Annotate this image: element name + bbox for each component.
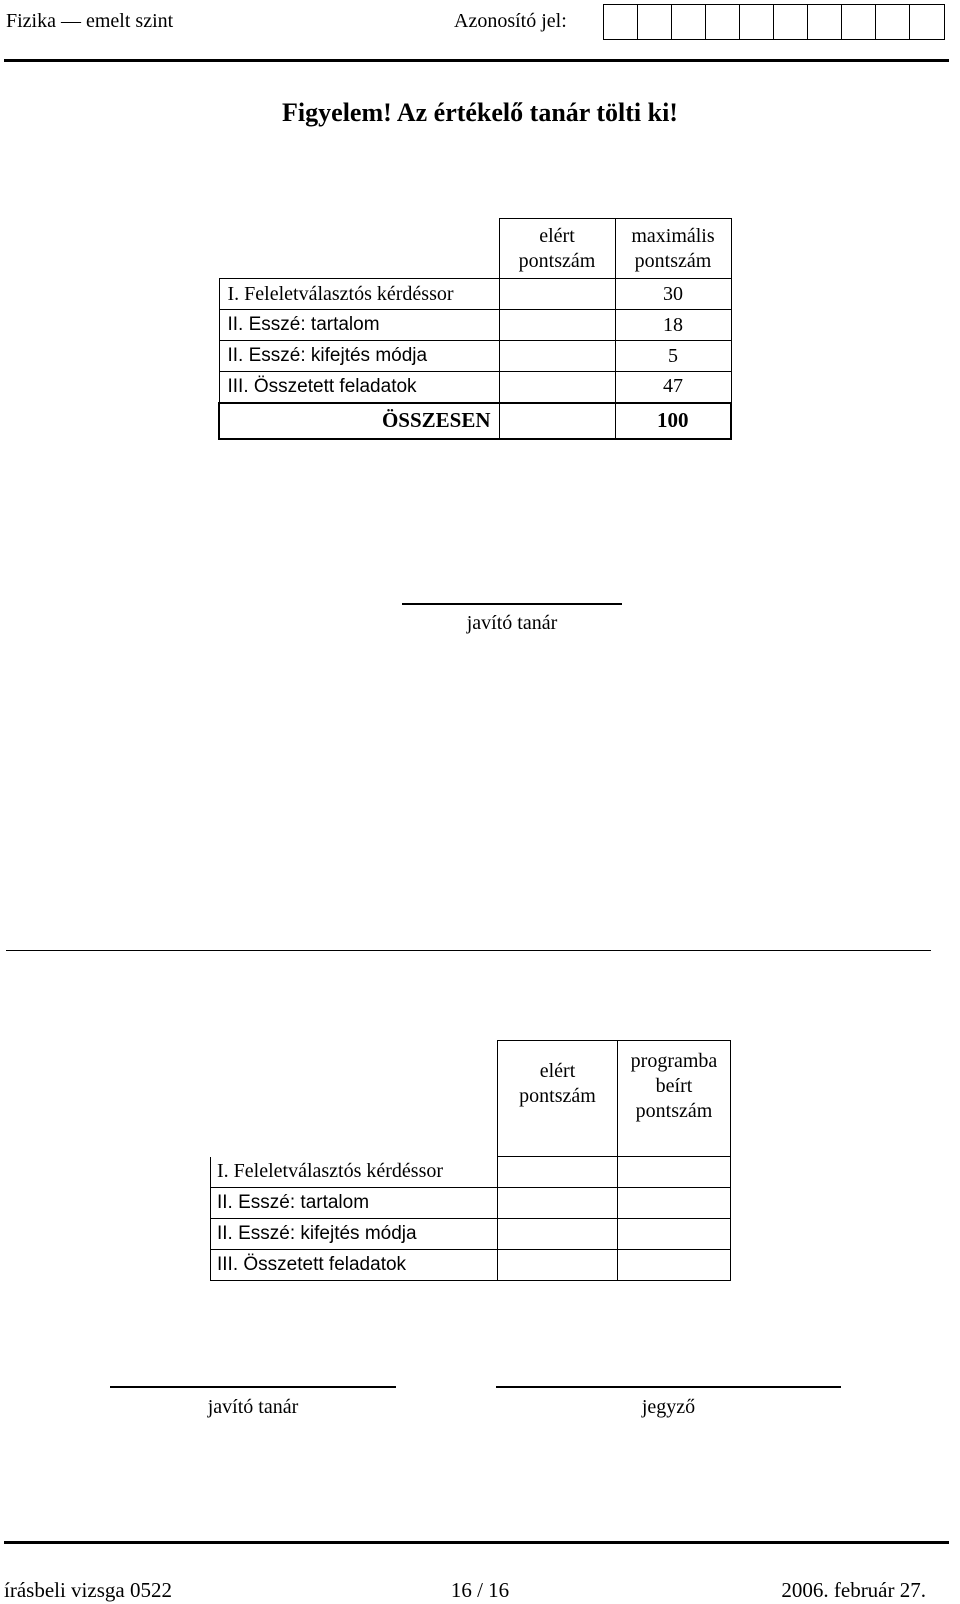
id-box[interactable] bbox=[876, 5, 910, 39]
section-divider bbox=[6, 950, 931, 951]
table-row bbox=[211, 1250, 731, 1281]
achieved-cell[interactable] bbox=[499, 372, 615, 403]
total-row bbox=[219, 403, 731, 439]
id-box[interactable] bbox=[774, 5, 808, 39]
header-rule bbox=[4, 59, 949, 62]
col-max-header: maximális pontszám bbox=[615, 219, 731, 279]
table-row bbox=[211, 1188, 731, 1219]
row-label: II. Esszé: tartalom bbox=[219, 310, 499, 341]
id-box[interactable] bbox=[706, 5, 740, 39]
signature-label-notary: jegyző bbox=[641, 1396, 696, 1418]
row-label: II. Esszé: tartalom bbox=[211, 1188, 498, 1219]
signature-label: javító tanár bbox=[466, 612, 558, 634]
score-table bbox=[218, 218, 732, 440]
id-box[interactable] bbox=[910, 5, 944, 39]
entered-cell[interactable] bbox=[618, 1219, 731, 1250]
total-label: ÖSSZESEN bbox=[219, 403, 499, 439]
row-label: III. Összetett feladatok bbox=[219, 372, 499, 403]
max-cell: 18 bbox=[615, 310, 731, 341]
footer-exam-code: írásbeli vizsga 0522 bbox=[4, 1578, 172, 1602]
signature-line-notary[interactable] bbox=[496, 1386, 841, 1388]
entered-cell[interactable] bbox=[618, 1250, 731, 1281]
row-label: I. Feleletválasztós kérdéssor bbox=[219, 279, 499, 310]
achieved-cell[interactable] bbox=[499, 310, 615, 341]
table-row bbox=[219, 279, 731, 310]
achieved-cell[interactable] bbox=[498, 1219, 618, 1250]
id-box[interactable] bbox=[672, 5, 706, 39]
col-achieved-header: elért pontszám bbox=[499, 219, 615, 279]
achieved-cell[interactable] bbox=[498, 1250, 618, 1281]
achieved-cell[interactable] bbox=[499, 279, 615, 310]
row-label: II. Esszé: kifejtés módja bbox=[219, 341, 499, 372]
table-row bbox=[219, 341, 731, 372]
signature-line[interactable] bbox=[402, 603, 622, 605]
entered-cell[interactable] bbox=[618, 1157, 731, 1188]
id-box[interactable] bbox=[740, 5, 774, 39]
header-subject: Fizika — emelt szint bbox=[6, 10, 174, 32]
signature-label-teacher: javító tanár bbox=[207, 1396, 299, 1418]
id-code-boxes[interactable] bbox=[603, 4, 945, 40]
achieved-cell[interactable] bbox=[499, 341, 615, 372]
col-achieved-header: elért pontszám bbox=[498, 1041, 618, 1157]
row-label: III. Összetett feladatok bbox=[211, 1250, 498, 1281]
id-box[interactable] bbox=[638, 5, 672, 39]
table-row bbox=[219, 310, 731, 341]
entry-table bbox=[210, 1040, 731, 1281]
table-row bbox=[211, 1157, 731, 1188]
total-max-cell: 100 bbox=[615, 403, 731, 439]
max-cell: 5 bbox=[615, 341, 731, 372]
max-cell: 30 bbox=[615, 279, 731, 310]
footer-page-number: 16 / 16 bbox=[450, 1578, 510, 1602]
col-entered-header: programba beírt pontszám bbox=[618, 1041, 731, 1157]
table-row bbox=[219, 372, 731, 403]
entered-cell[interactable] bbox=[618, 1188, 731, 1219]
id-box[interactable] bbox=[808, 5, 842, 39]
row-label: II. Esszé: kifejtés módja bbox=[211, 1219, 498, 1250]
page-title: Figyelem! Az értékelő tanár tölti ki! bbox=[282, 98, 678, 127]
total-achieved-cell[interactable] bbox=[499, 403, 615, 439]
achieved-cell[interactable] bbox=[498, 1157, 618, 1188]
footer-rule bbox=[4, 1541, 949, 1544]
achieved-cell[interactable] bbox=[498, 1188, 618, 1219]
signature-line-teacher[interactable] bbox=[110, 1386, 396, 1388]
id-label: Azonosító jel: bbox=[454, 10, 567, 32]
footer-date: 2006. február 27. bbox=[781, 1578, 926, 1602]
max-cell: 47 bbox=[615, 372, 731, 403]
id-box[interactable] bbox=[604, 5, 638, 39]
table-row bbox=[211, 1219, 731, 1250]
row-label: I. Feleletválasztós kérdéssor bbox=[211, 1157, 498, 1188]
id-box[interactable] bbox=[842, 5, 876, 39]
